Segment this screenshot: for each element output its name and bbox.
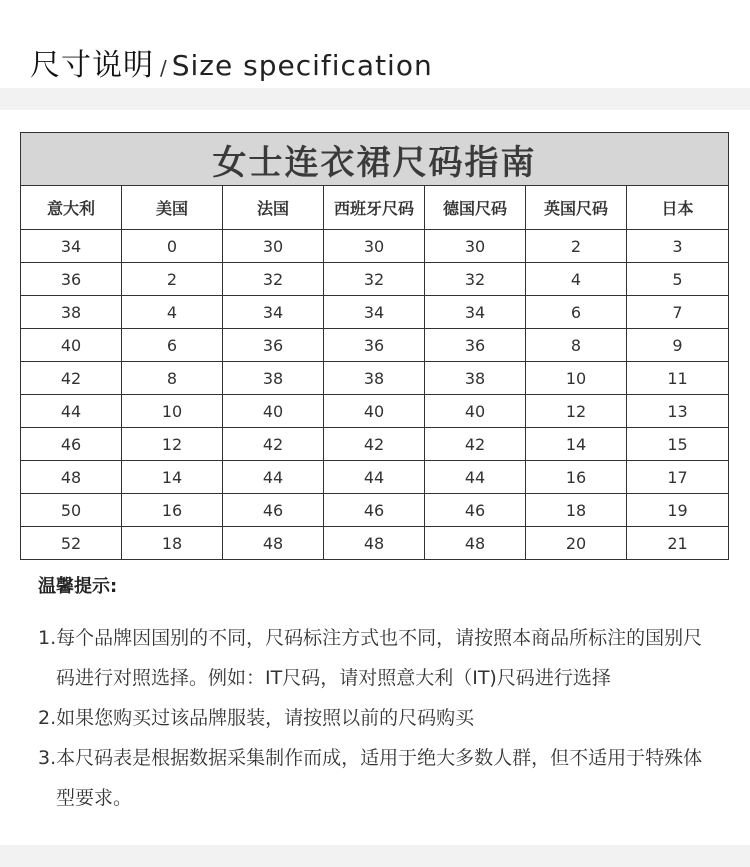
table-cell: 46 bbox=[425, 494, 526, 527]
table-cell: 32 bbox=[324, 263, 425, 296]
table-cell: 34 bbox=[223, 296, 324, 329]
table-cell: 3 bbox=[627, 230, 729, 263]
table-cell: 42 bbox=[324, 428, 425, 461]
table-cell: 38 bbox=[425, 362, 526, 395]
table-row bbox=[21, 461, 729, 494]
title-chinese: 尺寸说明 bbox=[30, 48, 154, 83]
table-cell: 46 bbox=[324, 494, 425, 527]
tip-item: 2.如果您购买过该品牌服装，请按照以前的尺码购买 bbox=[38, 707, 475, 729]
table-caption: 女士连衣裙尺码指南 bbox=[21, 133, 729, 186]
tip-item: 1.每个品牌因国别的不同，尺码标注方式也不同，请按照本商品所标注的国别尺码进行对照选择。例如：IT尺码，请对照意大利（IT)尺码进行选择 bbox=[38, 627, 703, 689]
title-english: Size specification bbox=[171, 49, 433, 82]
table-body bbox=[21, 230, 729, 560]
column-header-usa: 美国 bbox=[122, 186, 223, 230]
table-cell: 19 bbox=[627, 494, 729, 527]
table-cell: 38 bbox=[21, 296, 122, 329]
table-cell: 6 bbox=[526, 296, 627, 329]
column-header-italy: 意大利 bbox=[21, 186, 122, 230]
table-cell: 30 bbox=[425, 230, 526, 263]
table-cell: 14 bbox=[526, 428, 627, 461]
table-cell: 40 bbox=[324, 395, 425, 428]
column-header-france: 法国 bbox=[223, 186, 324, 230]
table-cell: 50 bbox=[21, 494, 122, 527]
table-cell: 9 bbox=[627, 329, 729, 362]
table-row bbox=[21, 296, 729, 329]
table-cell: 17 bbox=[627, 461, 729, 494]
table-cell: 30 bbox=[223, 230, 324, 263]
table-cell: 12 bbox=[122, 428, 223, 461]
table-cell: 48 bbox=[425, 527, 526, 560]
table-cell: 8 bbox=[122, 362, 223, 395]
table-cell: 40 bbox=[425, 395, 526, 428]
table-cell: 0 bbox=[122, 230, 223, 263]
table-row bbox=[21, 527, 729, 560]
table-cell: 20 bbox=[526, 527, 627, 560]
table-cell: 12 bbox=[526, 395, 627, 428]
table-cell: 14 bbox=[122, 461, 223, 494]
column-header-uk: 英国尺码 bbox=[526, 186, 627, 230]
table-cell: 44 bbox=[324, 461, 425, 494]
table-cell: 13 bbox=[627, 395, 729, 428]
tips-section bbox=[38, 572, 718, 818]
top-divider-band bbox=[0, 88, 750, 110]
table-cell: 42 bbox=[21, 362, 122, 395]
size-table bbox=[20, 132, 729, 560]
table-cell: 11 bbox=[627, 362, 729, 395]
table-cell: 34 bbox=[21, 230, 122, 263]
table-row bbox=[21, 329, 729, 362]
table-row bbox=[21, 263, 729, 296]
table-cell: 18 bbox=[526, 494, 627, 527]
table-cell: 34 bbox=[425, 296, 526, 329]
table-cell: 38 bbox=[324, 362, 425, 395]
table-cell: 42 bbox=[425, 428, 526, 461]
table-cell: 21 bbox=[627, 527, 729, 560]
column-header-spain: 西班牙尺码 bbox=[324, 186, 425, 230]
table-row bbox=[21, 395, 729, 428]
table-cell: 38 bbox=[223, 362, 324, 395]
table-cell: 16 bbox=[526, 461, 627, 494]
table-cell: 34 bbox=[324, 296, 425, 329]
tip-item: 3.本尺码表是根据数据采集制作而成，适用于绝大多数人群，但不适用于特殊体型要求。 bbox=[38, 747, 703, 809]
table-cell: 48 bbox=[223, 527, 324, 560]
table-cell: 4 bbox=[122, 296, 223, 329]
table-row bbox=[21, 230, 729, 263]
table-cell: 8 bbox=[526, 329, 627, 362]
table-cell: 44 bbox=[425, 461, 526, 494]
table-cell: 52 bbox=[21, 527, 122, 560]
table-cell: 46 bbox=[21, 428, 122, 461]
table-cell: 6 bbox=[122, 329, 223, 362]
table-cell: 5 bbox=[627, 263, 729, 296]
column-header-japan: 日本 bbox=[627, 186, 729, 230]
page-title bbox=[30, 40, 433, 84]
column-header-germany: 德国尺码 bbox=[425, 186, 526, 230]
table-cell: 40 bbox=[223, 395, 324, 428]
title-separator: / bbox=[160, 56, 168, 80]
table-row bbox=[21, 362, 729, 395]
table-cell: 16 bbox=[122, 494, 223, 527]
table-cell: 36 bbox=[21, 263, 122, 296]
table-cell: 2 bbox=[526, 230, 627, 263]
table-row bbox=[21, 428, 729, 461]
table-cell: 40 bbox=[21, 329, 122, 362]
table-row bbox=[21, 494, 729, 527]
table-cell: 32 bbox=[223, 263, 324, 296]
bottom-divider-band bbox=[0, 845, 750, 867]
table-cell: 4 bbox=[526, 263, 627, 296]
table-cell: 15 bbox=[627, 428, 729, 461]
table-cell: 46 bbox=[223, 494, 324, 527]
table-cell: 10 bbox=[526, 362, 627, 395]
table-cell: 18 bbox=[122, 527, 223, 560]
table-header-row bbox=[21, 186, 729, 230]
page-header bbox=[0, 0, 750, 88]
table-cell: 2 bbox=[122, 263, 223, 296]
table-cell: 7 bbox=[627, 296, 729, 329]
table-cell: 30 bbox=[324, 230, 425, 263]
table-cell: 48 bbox=[324, 527, 425, 560]
size-table-container bbox=[20, 132, 728, 560]
table-cell: 36 bbox=[223, 329, 324, 362]
table-cell: 32 bbox=[425, 263, 526, 296]
table-cell: 42 bbox=[223, 428, 324, 461]
table-cell: 48 bbox=[21, 461, 122, 494]
table-cell: 10 bbox=[122, 395, 223, 428]
table-cell: 36 bbox=[324, 329, 425, 362]
table-cell: 44 bbox=[223, 461, 324, 494]
table-cell: 44 bbox=[21, 395, 122, 428]
table-cell: 36 bbox=[425, 329, 526, 362]
tips-title: 温馨提示: bbox=[38, 576, 118, 597]
